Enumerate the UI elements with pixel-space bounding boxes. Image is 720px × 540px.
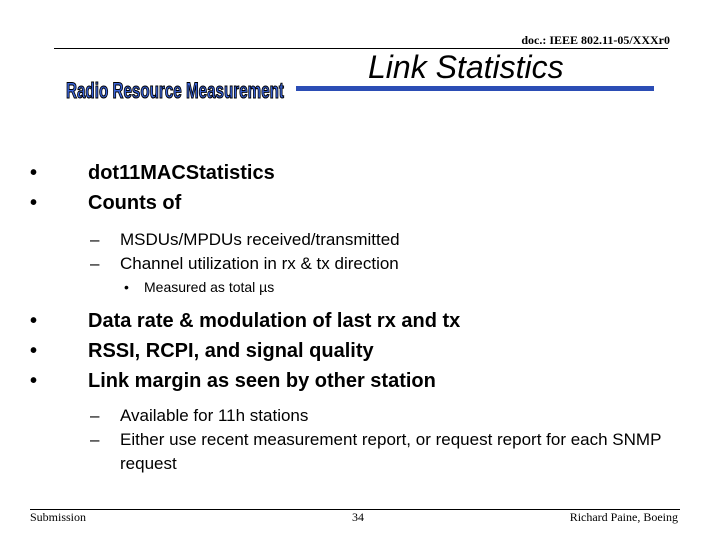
bullet-item bbox=[30, 188, 690, 218]
sub-bullet-text: MSDUs/MPDUs received/transmitted bbox=[120, 230, 400, 249]
logo bbox=[64, 76, 286, 104]
sub-bullet-item bbox=[30, 228, 690, 252]
dash-icon: – bbox=[90, 430, 100, 449]
bullet-icon: • bbox=[30, 310, 38, 332]
sub-bullet-text: Channel utilization in rx & tx direction bbox=[120, 254, 399, 273]
sub-bullet-text: Available for 11h stations bbox=[120, 406, 309, 425]
bullet-icon: • bbox=[30, 340, 38, 362]
dash-icon: – bbox=[90, 254, 100, 273]
bullet-item bbox=[30, 306, 690, 336]
bullet-text: Link margin as seen by other station bbox=[88, 370, 436, 392]
doc-id: doc.: IEEE 802.11-05/XXXr0 bbox=[521, 33, 670, 47]
logo-text: Radio Resource Measurement bbox=[66, 78, 285, 103]
sub-bullet-item bbox=[30, 252, 690, 276]
bullet-text: RSSI, RCPI, and signal quality bbox=[88, 340, 374, 362]
bullet-icon: • bbox=[30, 370, 38, 392]
page-number: 34 bbox=[352, 510, 364, 524]
dash-icon: – bbox=[90, 230, 100, 249]
footer-author: Richard Paine, Boeing bbox=[569, 510, 678, 524]
footer-submission: Submission bbox=[30, 510, 87, 524]
bullet-item bbox=[30, 158, 690, 188]
bullet-icon: • bbox=[124, 279, 129, 295]
sub-bullet-text: Either use recent measurement report, or request report for each SNMP request bbox=[120, 430, 662, 473]
sub-bullet-item bbox=[30, 404, 690, 428]
sub-sub-bullet-text: Measured as total µs bbox=[144, 279, 275, 295]
dash-icon: – bbox=[90, 406, 100, 425]
slide-body bbox=[30, 158, 690, 476]
sub-sub-bullet-item bbox=[30, 276, 690, 298]
bullet-item bbox=[30, 366, 690, 396]
bullet-icon: • bbox=[30, 162, 38, 184]
bullet-text: Data rate & modulation of last rx and tx bbox=[88, 310, 461, 332]
slide-title: Link Statistics bbox=[368, 49, 564, 85]
bullet-text: dot11MACStatistics bbox=[88, 162, 275, 184]
bullet-item bbox=[30, 336, 690, 366]
bullet-icon: • bbox=[30, 192, 38, 214]
sub-bullet-item bbox=[30, 428, 690, 476]
bullet-text: Counts of bbox=[88, 192, 182, 214]
